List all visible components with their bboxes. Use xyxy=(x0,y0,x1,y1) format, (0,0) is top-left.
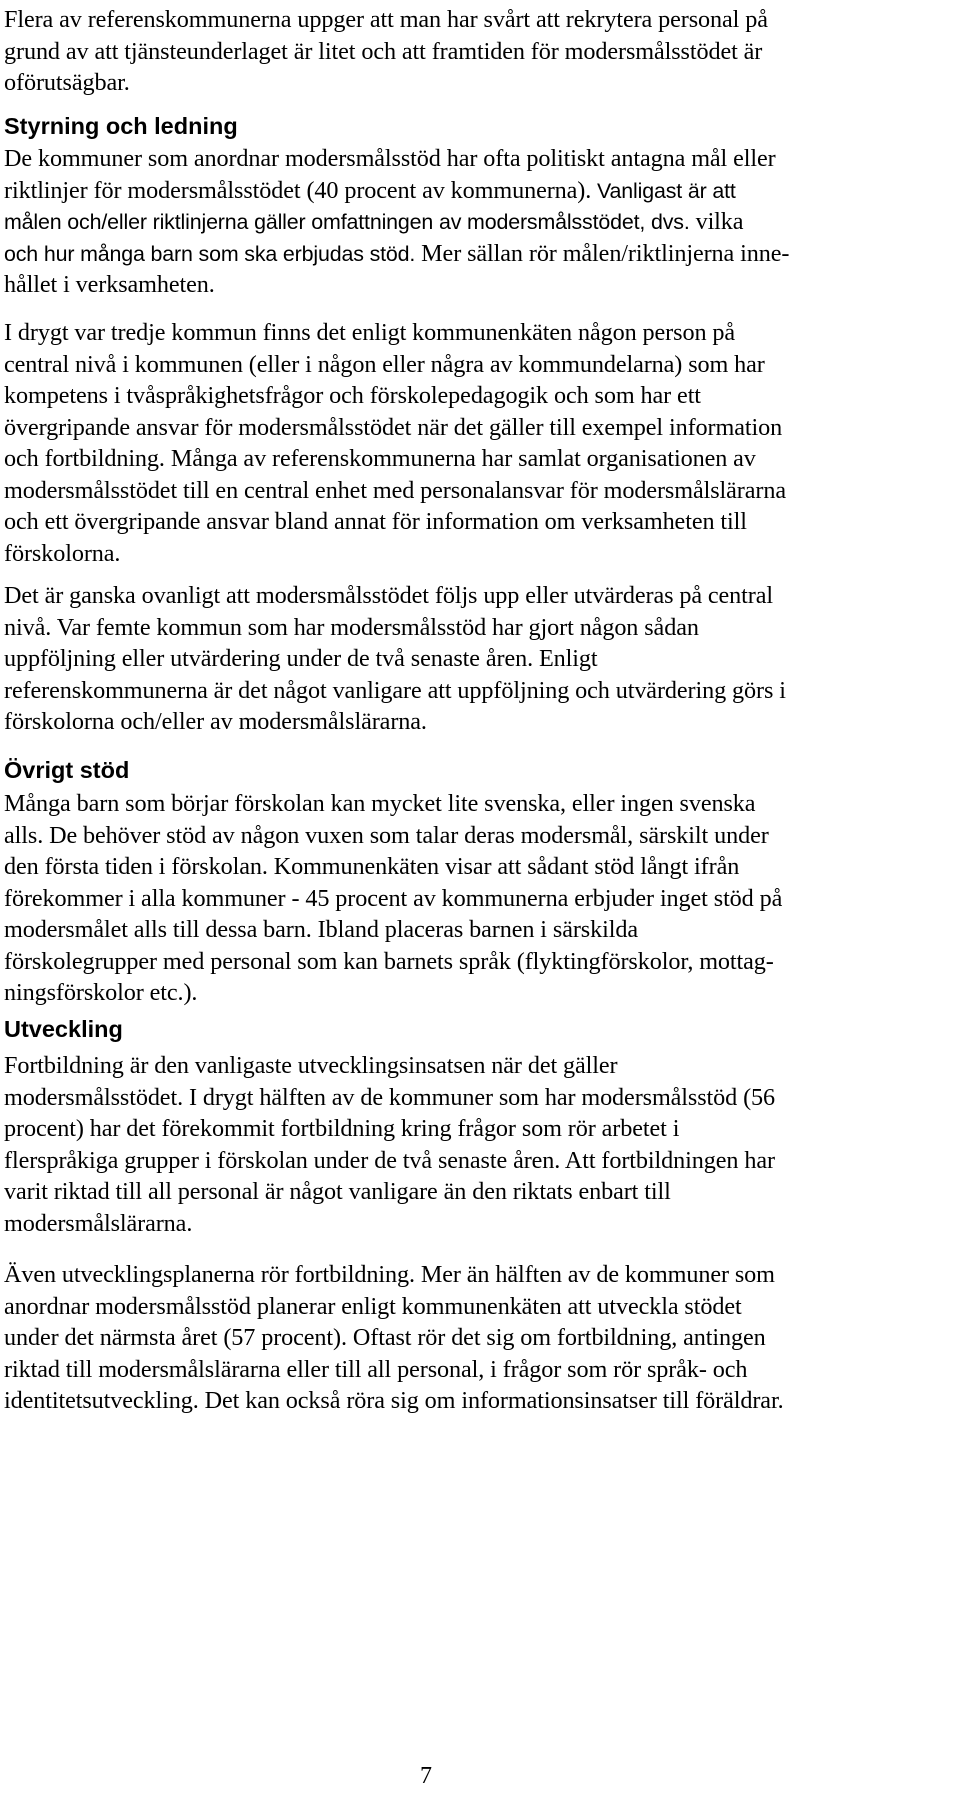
text-line: procent) har det förekommit fortbildning kring frågor som rör arbetet i xyxy=(4,1115,680,1142)
text-line: Även utvecklingsplanerna rör fortbildning. Mer än hälften av de kommuner som xyxy=(4,1261,775,1288)
text-line: ningsförskolor etc.). xyxy=(4,979,198,1006)
text-line: Fortbildning är den vanligaste utvecklingsinsatsen när det gäller xyxy=(4,1052,618,1079)
text-line: riktad till modersmålslärarna eller till all personal, i frågor som rör språk- och xyxy=(4,1355,748,1383)
text-line: den första tiden i förskolan. Kommunenkäten visar att sådant stöd långt ifrån xyxy=(4,853,740,880)
text-line: I drygt var tredje kommun finns det enligt kommunenkäten någon person på xyxy=(4,319,736,346)
text-line: alls. De behöver stöd av någon vuxen som talar deras modersmål, särskilt under xyxy=(4,821,769,849)
text-line: övergripande ansvar för modersmålsstödet när det gäller till exempel information xyxy=(4,413,783,441)
utveckling-paragraph-1 xyxy=(4,1050,944,1239)
text-line-mixed xyxy=(4,206,944,238)
text-line: modersmålsstödet till en central enhet med personalansvar för modersmålslärarna xyxy=(4,476,786,504)
text-line: modersmålet alls till dessa barn. Ibland placeras barnen i särskilda xyxy=(4,916,638,943)
text-segment: Vanligast är att xyxy=(591,178,736,203)
text-line: identitetsutveckling. Det kan också röra sig om informationsinsatser till föräldrar. xyxy=(4,1387,784,1414)
ovrigt-paragraph xyxy=(4,788,944,1009)
text-segment: och hur många barn som ska erbjudas stöd. xyxy=(4,241,416,266)
text-line: förekommer i alla kommuner - 45 procent av kommunerna erbjuder inget stöd på xyxy=(4,884,783,912)
text-line: Det är ganska ovanligt att modersmålsstödet följs upp eller utvärderas på central xyxy=(4,582,774,609)
text-line: och ett övergripande ansvar bland annat för information om verksamheten till xyxy=(4,508,747,535)
text-segment: vilka xyxy=(689,208,744,235)
intro-paragraph xyxy=(4,4,944,99)
text-line: modersmålslärarna. xyxy=(4,1209,193,1237)
text-line: Många barn som börjar förskolan kan mycket lite svenska, eller ingen svenska xyxy=(4,790,756,817)
text-line: uppföljning eller utvärdering under de två senaste åren. Enligt xyxy=(4,645,598,672)
page-number: 7 xyxy=(420,1763,432,1789)
text-line: grund av att tjänsteunderlaget är litet och att framtiden för modersmålsstödet är xyxy=(4,37,763,65)
text-line: central nivå i kommunen (eller i någon eller några av kommundelarna) som har xyxy=(4,350,765,378)
text-segment: Mer sällan rör målen/riktlinjerna inne- xyxy=(415,239,790,267)
text-line: Flera av referenskommunerna uppger att man har svårt att rekrytera personal på xyxy=(4,6,768,33)
text-line: modersmålsstödet. I drygt hälften av de kommuner som har modersmålsstöd (56 xyxy=(4,1083,776,1111)
text-line: De kommuner som anordnar modersmålsstöd har ofta politiskt antagna mål eller xyxy=(4,145,776,172)
text-line: under det närmsta året (57 procent). Oftast rör det sig om fortbildning, antingen xyxy=(4,1324,766,1351)
section-heading-ovrigt-stod: Övrigt stöd xyxy=(4,757,130,783)
styrning-paragraph-1 xyxy=(4,143,944,301)
text-line: kompetens i tvåspråkighetsfrågor och förskolepedagogik och som har ett xyxy=(4,382,701,409)
text-line: flerspråkiga grupper i förskolan under de två senaste åren. Att fortbildningen har xyxy=(4,1146,775,1174)
text-line-mixed xyxy=(4,175,944,207)
text-line: oförutsägbar. xyxy=(4,69,130,96)
section-heading-utveckling: Utveckling xyxy=(4,1016,123,1042)
text-segment: riktlinjer för modersmålsstödet (40 procent av kommunerna). xyxy=(4,176,592,204)
text-line: förskolorna. xyxy=(4,539,121,567)
text-line: hållet i verksamheten. xyxy=(4,271,215,298)
text-line: referenskommunerna är det något vanligare att uppföljning och utvärdering görs i xyxy=(4,676,786,704)
text-line: anordnar modersmålsstöd planerar enligt kommunenkäten att utveckla stödet xyxy=(4,1292,742,1320)
styrning-paragraph-3 xyxy=(4,580,944,738)
text-line-mixed xyxy=(4,238,944,270)
text-line: förskolegrupper med personal som kan barnets språk (flyktingförskolor, mottag- xyxy=(4,947,774,975)
text-line: varit riktad till all personal är något vanligare än den riktats enbart till xyxy=(4,1178,671,1205)
styrning-paragraph-2 xyxy=(4,317,944,569)
utveckling-paragraph-2 xyxy=(4,1259,944,1417)
text-line: och fortbildning. Många av referenskommunerna har samlat organisationen av xyxy=(4,445,756,472)
text-line: nivå. Var femte kommun som har modersmålsstöd har gjort någon sådan xyxy=(4,613,699,641)
text-line: förskolorna och/eller av modersmålslärarna. xyxy=(4,708,427,735)
section-heading-styrning: Styrning och ledning xyxy=(4,113,238,139)
text-segment: målen och/eller riktlinjerna gäller omfattningen av modersmålsstödet, dvs. xyxy=(4,210,690,234)
